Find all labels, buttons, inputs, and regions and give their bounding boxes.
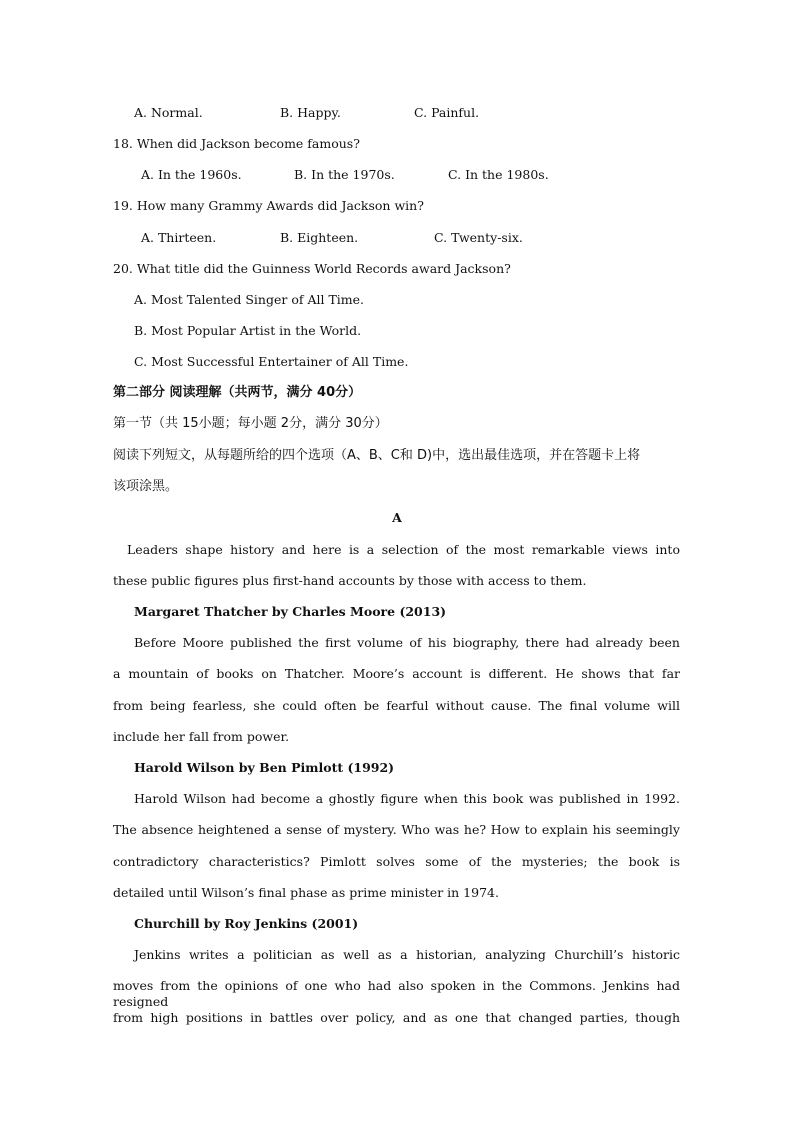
q19-option-a: A. Thirteen.	[141, 230, 217, 245]
book3-line-3: from high positions in battles over policy, and as one that changed parties, though	[113, 1010, 680, 1025]
instruction-line-2: 该项涂黑。	[113, 479, 179, 494]
intro-line-1: Leaders shape history and here is a selection of the most remarkable views into	[127, 542, 680, 557]
q18-question: 18. When did Jackson become famous?	[113, 136, 360, 151]
book1-title: Margaret Thatcher by Charles Moore (2013)	[134, 604, 447, 619]
q18-option-b: B. In the 1970s.	[294, 167, 395, 182]
q19-option-c: C. Twenty-six.	[434, 230, 523, 245]
book1-line-2: a mountain of books on Thatcher. Moore’s account is different. He shows that far	[113, 666, 680, 681]
book2-line-2: The absence heightened a sense of mystery. Who was he? How to explain his seemingly	[113, 822, 680, 837]
q17-option-a: A. Normal.	[134, 105, 203, 120]
intro-line-2: these public figures plus first-hand accounts by those with access to them.	[113, 573, 587, 588]
book1-line-1: Before Moore published the first volume of his biography, there had already been	[134, 635, 680, 650]
book1-line-3: from being fearless, she could often be fearful without cause. The final volume will	[113, 698, 680, 713]
book1-line-4: include her fall from power.	[113, 729, 290, 744]
q19-question: 19. How many Grammy Awards did Jackson win?	[113, 198, 424, 213]
part2-heading: 第二部分 阅读理解（共两节，满分 40分）	[113, 385, 362, 400]
book3-line-1: Jenkins writes a politician as well as a historian, analyzing Churchill’s historic	[134, 947, 680, 962]
q19-option-b: B. Eighteen.	[280, 230, 359, 245]
book2-line-4: detailed until Wilson’s final phase as prime minister in 1974.	[113, 885, 499, 900]
q18-option-c: C. In the 1980s.	[448, 167, 549, 182]
q20-question: 20. What title did the Guinness World Records award Jackson?	[113, 261, 511, 276]
q20-option-c: C. Most Successful Entertainer of All Time.	[134, 354, 409, 369]
q17-option-b: B. Happy.	[280, 105, 341, 120]
section1-heading: 第一节（共 15小题；每小题 2分，满分 30分）	[113, 416, 388, 431]
passage-label: A	[392, 510, 402, 525]
book3-line-2: moves from the opinions of one who had also spoken in the Commons. Jenkins had resigned	[113, 978, 680, 1009]
book2-title: Harold Wilson by Ben Pimlott (1992)	[134, 760, 395, 775]
book3-title: Churchill by Roy Jenkins (2001)	[134, 916, 359, 931]
book2-line-1: Harold Wilson had become a ghostly figure when this book was published in 1992.	[134, 791, 680, 806]
q18-option-a: A. In the 1960s.	[141, 167, 242, 182]
q20-option-a: A. Most Talented Singer of All Time.	[134, 292, 365, 307]
book2-line-3: contradictory characteristics? Pimlott solves some of the mysteries; the book is	[113, 854, 680, 869]
q20-option-b: B. Most Popular Artist in the World.	[134, 323, 362, 338]
q17-option-c: C. Painful.	[414, 105, 480, 120]
instruction-line-1: 阅读下列短文，从每题所给的四个选项（A、B、C和 D)中，选出最佳选项，并在答题卡上将	[113, 448, 641, 463]
